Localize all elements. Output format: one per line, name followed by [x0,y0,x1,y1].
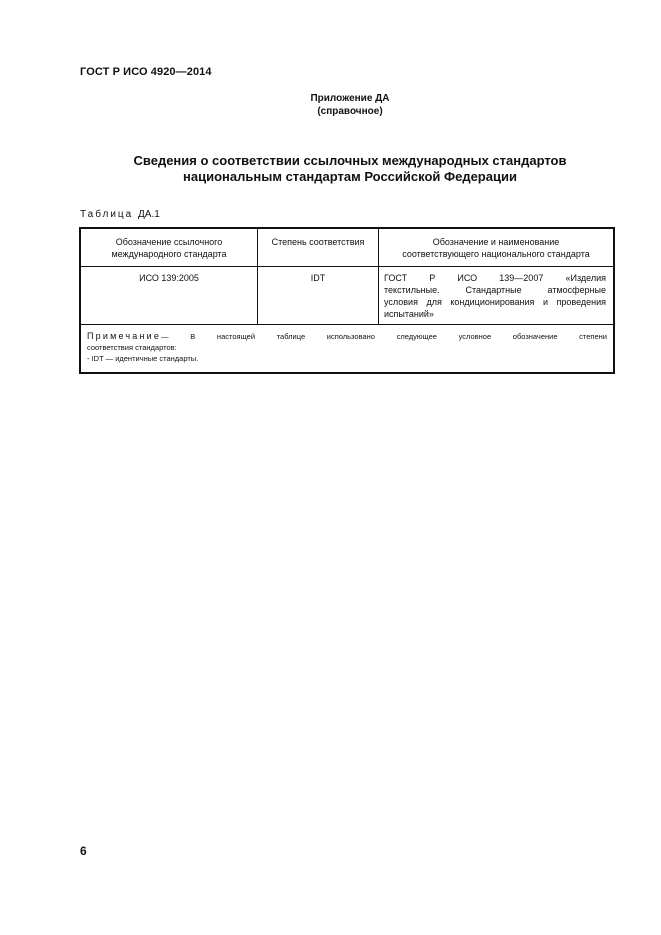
standards-table [79,227,615,374]
section-title-line-2: национальным стандартам Российской Федерации [183,169,517,184]
document-code: ГОСТ Р ИСО 4920—2014 [80,66,212,78]
table-header-row [81,229,613,267]
table-caption [80,209,160,220]
note-dash: — [161,332,169,341]
national-standard-line-1: ГОСТ Р ИСО 139—2007 «Изделия [384,273,606,283]
appendix-type: (справочное) [317,106,383,117]
header-intl-standard [81,229,258,266]
note-line-1 [87,331,607,342]
note-text-1: В настоящей таблице использовано следующее условное обозначение степени [190,332,607,341]
header-national-standard-line-2: соответствующего национального стандарта [402,249,590,259]
page-number: 6 [80,844,87,858]
header-national-standard [379,229,613,266]
cell-compliance: IDT [258,267,379,324]
note-line-2: соответствия стандартов: [87,343,177,352]
section-title-line-1: Сведения о соответствии ссылочных международных стандартов [133,153,567,168]
cell-national-standard [379,267,613,324]
table-caption-number: ДА.1 [138,209,160,220]
cell-intl-standard: ИСО 139:2005 [81,267,258,324]
table-caption-label: Таблица [80,209,134,220]
header-compliance [258,229,379,266]
appendix-heading [250,92,450,118]
header-compliance-label: Степень соответствия [271,237,365,247]
table-note [87,331,607,364]
header-intl-standard-line-1: Обозначение ссылочного [115,237,223,247]
national-standard-line-3: условия для кондиционирования и проведения [384,297,606,307]
header-national-standard-line-1: Обозначение и наименование [432,237,560,247]
header-intl-standard-line-2: международного стандарта [111,249,227,259]
appendix-title: Приложение ДА [310,93,390,104]
national-standard-line-2: текстильные. Стандартные атмосферные [384,285,606,295]
note-line-3: - IDT — идентичные стандарты. [87,354,199,363]
table-row [81,267,613,325]
section-title [90,153,610,185]
note-label: Примечание [87,331,162,341]
national-standard-line-4: испытаний» [384,309,434,319]
